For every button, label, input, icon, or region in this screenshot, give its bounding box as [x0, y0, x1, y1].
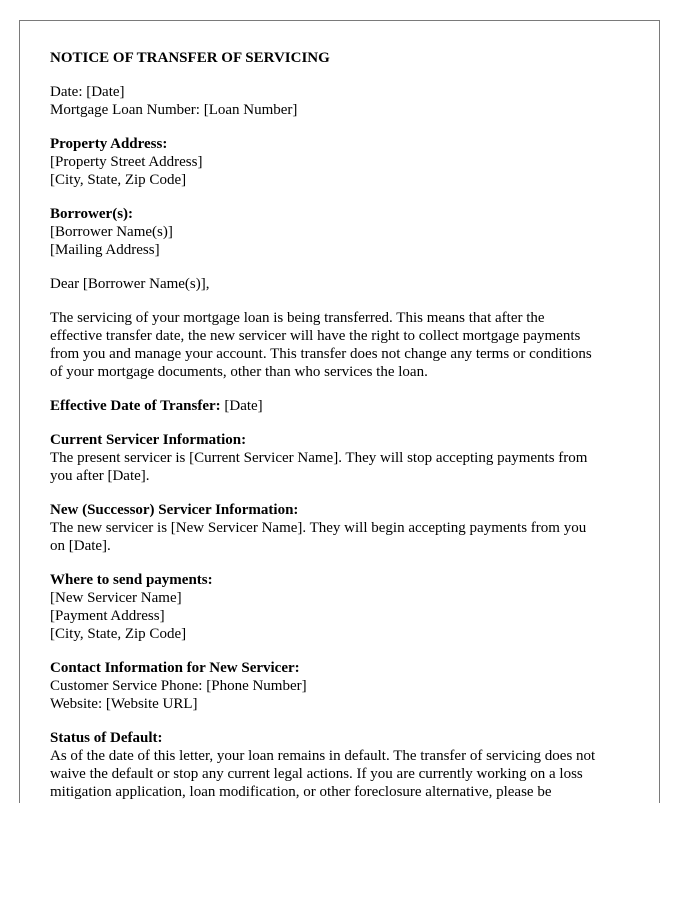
effective-date-block	[50, 397, 640, 415]
contact-block	[50, 659, 640, 713]
property-street: [Property Street Address]	[50, 154, 203, 170]
default-status-block	[50, 729, 640, 801]
contact-website: Website: [Website URL]	[50, 696, 198, 712]
date-line: Date: [Date]	[50, 84, 125, 100]
borrowers-block	[50, 205, 640, 259]
property-address-block	[50, 135, 640, 189]
borrower-mailing-address: [Mailing Address]	[50, 242, 160, 258]
payments-address: [Payment Address]	[50, 608, 165, 624]
payments-heading: Where to send payments:	[50, 572, 213, 588]
property-address-heading: Property Address:	[50, 136, 168, 152]
default-status-heading: Status of Default:	[50, 730, 163, 746]
property-city: [City, State, Zip Code]	[50, 172, 187, 188]
header-block	[50, 83, 640, 119]
letter-content	[50, 49, 640, 803]
intro-paragraph	[50, 309, 640, 381]
payments-city: [City, State, Zip Code]	[50, 626, 187, 642]
intro-line: of your mortgage documents, other than who services the loan.	[50, 364, 428, 380]
effective-date-value: [Date]	[220, 398, 263, 414]
current-servicer-heading: Current Servicer Information:	[50, 432, 247, 448]
new-servicer-block	[50, 501, 640, 555]
new-servicer-heading: New (Successor) Servicer Information:	[50, 502, 299, 518]
new-servicer-line: on [Date].	[50, 538, 111, 554]
contact-phone: Customer Service Phone: [Phone Number]	[50, 678, 307, 694]
intro-line: effective transfer date, the new servicer will have the right to collect mortgage payments	[50, 328, 581, 344]
borrower-names: [Borrower Name(s)]	[50, 224, 173, 240]
new-servicer-line: The new servicer is [New Servicer Name]. They will begin accepting payments from you	[50, 520, 587, 536]
default-status-line: As of the date of this letter, your loan remains in default. The transfer of servicing does not	[50, 748, 596, 764]
notice-title: NOTICE OF TRANSFER OF SERVICING	[50, 50, 330, 66]
loan-number-line: Mortgage Loan Number: [Loan Number]	[50, 102, 298, 118]
default-status-line: mitigation application, loan modification, or other foreclosure alternative, please be	[50, 784, 552, 800]
default-status-line: waive the default or stop any current legal actions. If you are currently working on a loss	[50, 766, 583, 782]
intro-line: The servicing of your mortgage loan is being transferred. This means that after the	[50, 310, 545, 326]
salutation: Dear [Borrower Name(s)],	[50, 276, 210, 292]
current-servicer-line: you after [Date].	[50, 468, 150, 484]
intro-line: from you and manage your account. This transfer does not change any terms or conditions	[50, 346, 592, 362]
borrowers-heading: Borrower(s):	[50, 206, 134, 222]
letter-page	[19, 20, 660, 803]
contact-heading: Contact Information for New Servicer:	[50, 660, 300, 676]
payments-servicer-name: [New Servicer Name]	[50, 590, 182, 606]
effective-date-label: Effective Date of Transfer:	[50, 398, 221, 414]
current-servicer-line: The present servicer is [Current Servicer Name]. They will stop accepting payments from	[50, 450, 588, 466]
payments-block	[50, 571, 640, 643]
current-servicer-block	[50, 431, 640, 485]
